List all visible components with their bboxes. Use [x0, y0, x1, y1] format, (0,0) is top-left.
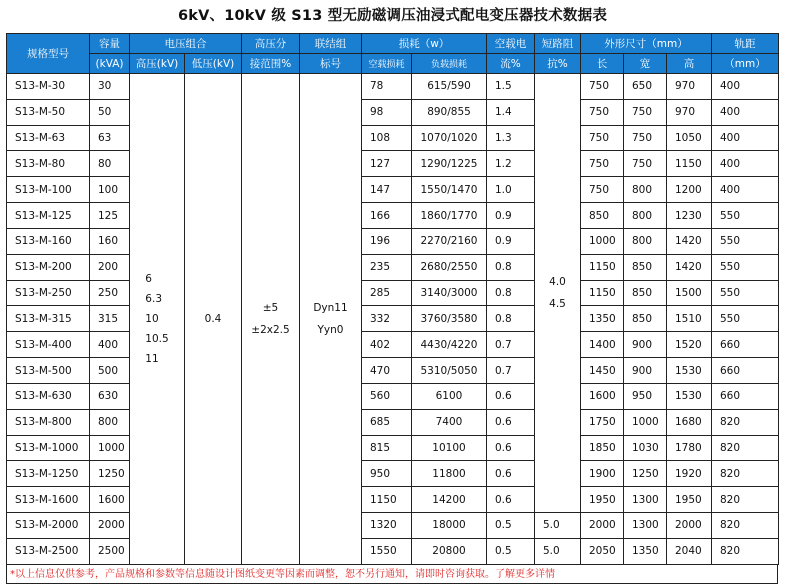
header-voltage-group: 电压组合	[130, 34, 242, 54]
cell-noload-current: 1.3	[487, 125, 535, 151]
cell-noload-loss: 402	[362, 332, 412, 358]
cell-noload-loss: 332	[362, 306, 412, 332]
cell-noload-loss: 685	[362, 409, 412, 435]
header-connection-unit: 标号	[300, 54, 362, 74]
cell-length: 750	[581, 99, 624, 125]
cell-noload-loss: 98	[362, 99, 412, 125]
table-row	[7, 461, 779, 487]
cell-length: 1000	[581, 228, 624, 254]
cell-noload-current: 1.2	[487, 151, 535, 177]
cell-model: S13-M-1600	[7, 487, 90, 513]
table-row	[7, 228, 779, 254]
cell-width: 750	[624, 125, 667, 151]
impedance-value: 4.0	[549, 276, 566, 289]
cell-noload-current: 0.8	[487, 280, 535, 306]
cell-length: 1900	[581, 461, 624, 487]
cell-capacity: 250	[90, 280, 130, 306]
cell-noload-loss: 1150	[362, 487, 412, 513]
cell-load-loss: 11800	[412, 461, 487, 487]
cell-capacity: 400	[90, 332, 130, 358]
cell-model: S13-M-1250	[7, 461, 90, 487]
cell-height: 2040	[667, 538, 712, 564]
table-row	[7, 487, 779, 513]
cell-noload-current: 0.5	[487, 513, 535, 539]
cell-gauge: 400	[712, 151, 779, 177]
page-title: 6kV、10kV 级 S13 型无励磁调压油浸式配电变压器技术数据表	[177, 8, 608, 24]
cell-capacity: 50	[90, 99, 130, 125]
table-row	[7, 383, 779, 409]
cell-noload-loss: 950	[362, 461, 412, 487]
cell-gauge: 550	[712, 228, 779, 254]
cell-width: 750	[624, 151, 667, 177]
table-row	[7, 99, 779, 125]
cell-noload-current: 0.6	[487, 461, 535, 487]
cell-gauge: 550	[712, 203, 779, 229]
cell-load-loss: 1070/1020	[412, 125, 487, 151]
table-row	[7, 125, 779, 151]
connection-value: Dyn11	[313, 302, 348, 314]
cell-length: 1600	[581, 383, 624, 409]
cell-gauge: 550	[712, 254, 779, 280]
cell-height: 1500	[667, 280, 712, 306]
header-noload-current: 空载电	[487, 34, 535, 54]
cell-height: 1150	[667, 151, 712, 177]
cell-load-loss: 1290/1225	[412, 151, 487, 177]
cell-connection-merged	[300, 74, 362, 565]
cell-noload-current: 1.5	[487, 74, 535, 100]
cell-height: 1420	[667, 228, 712, 254]
cell-height: 1420	[667, 254, 712, 280]
cell-load-loss: 890/855	[412, 99, 487, 125]
header-height: 高	[667, 54, 712, 74]
cell-height: 1510	[667, 306, 712, 332]
header-width: 宽	[624, 54, 667, 74]
cell-noload-current: 0.7	[487, 332, 535, 358]
header-capacity-unit: (kVA)	[90, 54, 130, 74]
spec-table	[6, 33, 779, 565]
cell-height: 1530	[667, 383, 712, 409]
header-loss-group: 损耗（w）	[362, 34, 487, 54]
header-dims-group: 外形尺寸（mm）	[581, 34, 712, 54]
cell-length: 1400	[581, 332, 624, 358]
cell-height: 1680	[667, 409, 712, 435]
table-header	[7, 34, 779, 74]
cell-load-loss: 10100	[412, 435, 487, 461]
cell-load-loss: 3140/3000	[412, 280, 487, 306]
cell-length: 1350	[581, 306, 624, 332]
cell-width: 1300	[624, 487, 667, 513]
cell-gauge: 820	[712, 513, 779, 539]
cell-height: 1530	[667, 358, 712, 384]
cell-gauge: 660	[712, 332, 779, 358]
cell-load-loss: 1860/1770	[412, 203, 487, 229]
cell-width: 1250	[624, 461, 667, 487]
cell-noload-current: 0.6	[487, 383, 535, 409]
header-connection: 联结组	[300, 34, 362, 54]
cell-width: 800	[624, 203, 667, 229]
cell-width: 1000	[624, 409, 667, 435]
cell-noload-loss: 196	[362, 228, 412, 254]
cell-model: S13-M-2500	[7, 538, 90, 564]
cell-noload-current: 0.5	[487, 538, 535, 564]
cell-model: S13-M-800	[7, 409, 90, 435]
cell-model: S13-M-250	[7, 280, 90, 306]
cell-length: 2050	[581, 538, 624, 564]
cell-impedance: 5.0	[535, 513, 581, 539]
tap-value: ±5	[262, 302, 279, 314]
cell-noload-loss: 108	[362, 125, 412, 151]
cell-height: 1920	[667, 461, 712, 487]
cell-load-loss: 7400	[412, 409, 487, 435]
cell-noload-current: 0.6	[487, 487, 535, 513]
header-model: 规格型号	[7, 34, 90, 74]
cell-noload-current: 1.0	[487, 177, 535, 203]
cell-model: S13-M-400	[7, 332, 90, 358]
cell-gauge: 820	[712, 487, 779, 513]
cell-capacity: 1600	[90, 487, 130, 513]
cell-model: S13-M-160	[7, 228, 90, 254]
cell-length: 1950	[581, 487, 624, 513]
cell-gauge: 820	[712, 538, 779, 564]
cell-width: 1030	[624, 435, 667, 461]
hv-value: 6.3	[145, 293, 162, 305]
cell-model: S13-M-2000	[7, 513, 90, 539]
header-hv: 高压(kV)	[130, 54, 185, 74]
cell-noload-loss: 1550	[362, 538, 412, 564]
cell-tap-merged	[242, 74, 300, 565]
cell-gauge: 400	[712, 177, 779, 203]
cell-width: 750	[624, 99, 667, 125]
cell-gauge: 660	[712, 358, 779, 384]
cell-capacity: 2500	[90, 538, 130, 564]
cell-width: 1300	[624, 513, 667, 539]
cell-capacity: 30	[90, 74, 130, 100]
table-row	[7, 280, 779, 306]
cell-model: S13-M-50	[7, 99, 90, 125]
table-row	[7, 358, 779, 384]
cell-model: S13-M-63	[7, 125, 90, 151]
cell-load-loss: 2270/2160	[412, 228, 487, 254]
cell-load-loss: 615/590	[412, 74, 487, 100]
cell-noload-current: 0.8	[487, 306, 535, 332]
cell-gauge: 820	[712, 461, 779, 487]
cell-noload-current: 0.8	[487, 254, 535, 280]
cell-length: 750	[581, 74, 624, 100]
cell-length: 750	[581, 177, 624, 203]
cell-model: S13-M-500	[7, 358, 90, 384]
table-row	[7, 435, 779, 461]
table-row	[7, 332, 779, 358]
cell-capacity: 315	[90, 306, 130, 332]
cell-gauge: 550	[712, 280, 779, 306]
header-load-loss: 负载损耗	[412, 54, 487, 74]
cell-noload-loss: 815	[362, 435, 412, 461]
cell-impedance: 5.0	[535, 538, 581, 564]
cell-length: 1850	[581, 435, 624, 461]
cell-load-loss: 2680/2550	[412, 254, 487, 280]
header-impedance: 短路阻	[535, 34, 581, 54]
cell-width: 650	[624, 74, 667, 100]
header-noload-current-unit: 流%	[487, 54, 535, 74]
header-length: 长	[581, 54, 624, 74]
table-row	[7, 254, 779, 280]
cell-noload-loss: 147	[362, 177, 412, 203]
cell-width: 950	[624, 383, 667, 409]
hv-value: 10.5	[145, 333, 169, 345]
table-row	[7, 306, 779, 332]
cell-length: 1450	[581, 358, 624, 384]
cell-model: S13-M-630	[7, 383, 90, 409]
cell-capacity: 100	[90, 177, 130, 203]
table-row	[7, 409, 779, 435]
header-gauge: 轨距	[712, 34, 779, 54]
cell-noload-current: 0.9	[487, 203, 535, 229]
cell-model: S13-M-315	[7, 306, 90, 332]
cell-model: S13-M-100	[7, 177, 90, 203]
cell-gauge: 400	[712, 74, 779, 100]
cell-noload-loss: 1320	[362, 513, 412, 539]
cell-gauge: 400	[712, 99, 779, 125]
cell-model: S13-M-30	[7, 74, 90, 100]
cell-capacity: 500	[90, 358, 130, 384]
cell-noload-loss: 127	[362, 151, 412, 177]
cell-capacity: 630	[90, 383, 130, 409]
cell-impedance-merged	[535, 74, 581, 513]
cell-height: 2000	[667, 513, 712, 539]
cell-capacity: 160	[90, 228, 130, 254]
cell-noload-current: 0.7	[487, 358, 535, 384]
cell-noload-loss: 78	[362, 74, 412, 100]
table-row	[7, 203, 779, 229]
hv-value: 10	[145, 313, 159, 325]
cell-width: 850	[624, 280, 667, 306]
cell-noload-loss: 166	[362, 203, 412, 229]
cell-length: 1750	[581, 409, 624, 435]
cell-gauge: 550	[712, 306, 779, 332]
cell-gauge: 400	[712, 125, 779, 151]
header-noload-loss: 空载损耗	[362, 54, 412, 74]
cell-noload-current: 0.9	[487, 228, 535, 254]
cell-height: 1230	[667, 203, 712, 229]
cell-height: 970	[667, 99, 712, 125]
footer-note: *以上信息仅供参考，产品规格和参数等信息随设计图纸变更等因素而调整，恕不另行通知，请即时咨询获取。了解更多详情	[6, 565, 778, 584]
cell-capacity: 800	[90, 409, 130, 435]
cell-load-loss: 1550/1470	[412, 177, 487, 203]
cell-lv-merged: 0.4	[185, 74, 242, 565]
cell-load-loss: 3760/3580	[412, 306, 487, 332]
cell-hv-merged	[130, 74, 185, 565]
cell-load-loss: 18000	[412, 513, 487, 539]
impedance-value: 4.5	[549, 298, 566, 311]
cell-noload-loss: 235	[362, 254, 412, 280]
cell-noload-current: 0.6	[487, 409, 535, 435]
cell-load-loss: 14200	[412, 487, 487, 513]
tap-value: ±2x2.5	[251, 324, 290, 336]
cell-model: S13-M-1000	[7, 435, 90, 461]
cell-model: S13-M-125	[7, 203, 90, 229]
cell-height: 1520	[667, 332, 712, 358]
cell-width: 1350	[624, 538, 667, 564]
cell-width: 900	[624, 332, 667, 358]
cell-width: 850	[624, 254, 667, 280]
table-row	[7, 177, 779, 203]
cell-width: 800	[624, 228, 667, 254]
cell-capacity: 1250	[90, 461, 130, 487]
cell-length: 2000	[581, 513, 624, 539]
cell-capacity: 63	[90, 125, 130, 151]
cell-noload-loss: 470	[362, 358, 412, 384]
cell-height: 970	[667, 74, 712, 100]
cell-height: 1050	[667, 125, 712, 151]
cell-load-loss: 4430/4220	[412, 332, 487, 358]
cell-width: 900	[624, 358, 667, 384]
hv-value: 6	[145, 273, 152, 285]
cell-length: 750	[581, 125, 624, 151]
cell-gauge: 820	[712, 435, 779, 461]
cell-load-loss: 20800	[412, 538, 487, 564]
cell-height: 1200	[667, 177, 712, 203]
cell-length: 1150	[581, 254, 624, 280]
cell-length: 1150	[581, 280, 624, 306]
header-lv: 低压(kV)	[185, 54, 242, 74]
cell-noload-current: 1.4	[487, 99, 535, 125]
cell-width: 850	[624, 306, 667, 332]
cell-capacity: 2000	[90, 513, 130, 539]
cell-model: S13-M-200	[7, 254, 90, 280]
cell-capacity: 200	[90, 254, 130, 280]
cell-capacity: 1000	[90, 435, 130, 461]
table-row	[7, 538, 779, 564]
table-body	[7, 74, 779, 565]
cell-capacity: 80	[90, 151, 130, 177]
hv-value: 11	[145, 353, 159, 365]
cell-capacity: 125	[90, 203, 130, 229]
cell-height: 1950	[667, 487, 712, 513]
cell-length: 750	[581, 151, 624, 177]
cell-load-loss: 5310/5050	[412, 358, 487, 384]
connection-value: Yyn0	[317, 324, 344, 336]
table-row	[7, 513, 779, 539]
cell-height: 1780	[667, 435, 712, 461]
cell-noload-loss: 285	[362, 280, 412, 306]
table-row	[7, 74, 779, 100]
cell-gauge: 660	[712, 383, 779, 409]
table-row	[7, 151, 779, 177]
cell-noload-current: 0.6	[487, 435, 535, 461]
cell-model: S13-M-80	[7, 151, 90, 177]
cell-load-loss: 6100	[412, 383, 487, 409]
header-tap-unit: 接范围%	[242, 54, 300, 74]
cell-noload-loss: 560	[362, 383, 412, 409]
cell-gauge: 820	[712, 409, 779, 435]
header-impedance-unit: 抗%	[535, 54, 581, 74]
header-tap: 高压分	[242, 34, 300, 54]
header-gauge-unit: （mm）	[712, 54, 779, 74]
header-capacity: 容量	[90, 34, 130, 54]
cell-width: 800	[624, 177, 667, 203]
cell-length: 850	[581, 203, 624, 229]
